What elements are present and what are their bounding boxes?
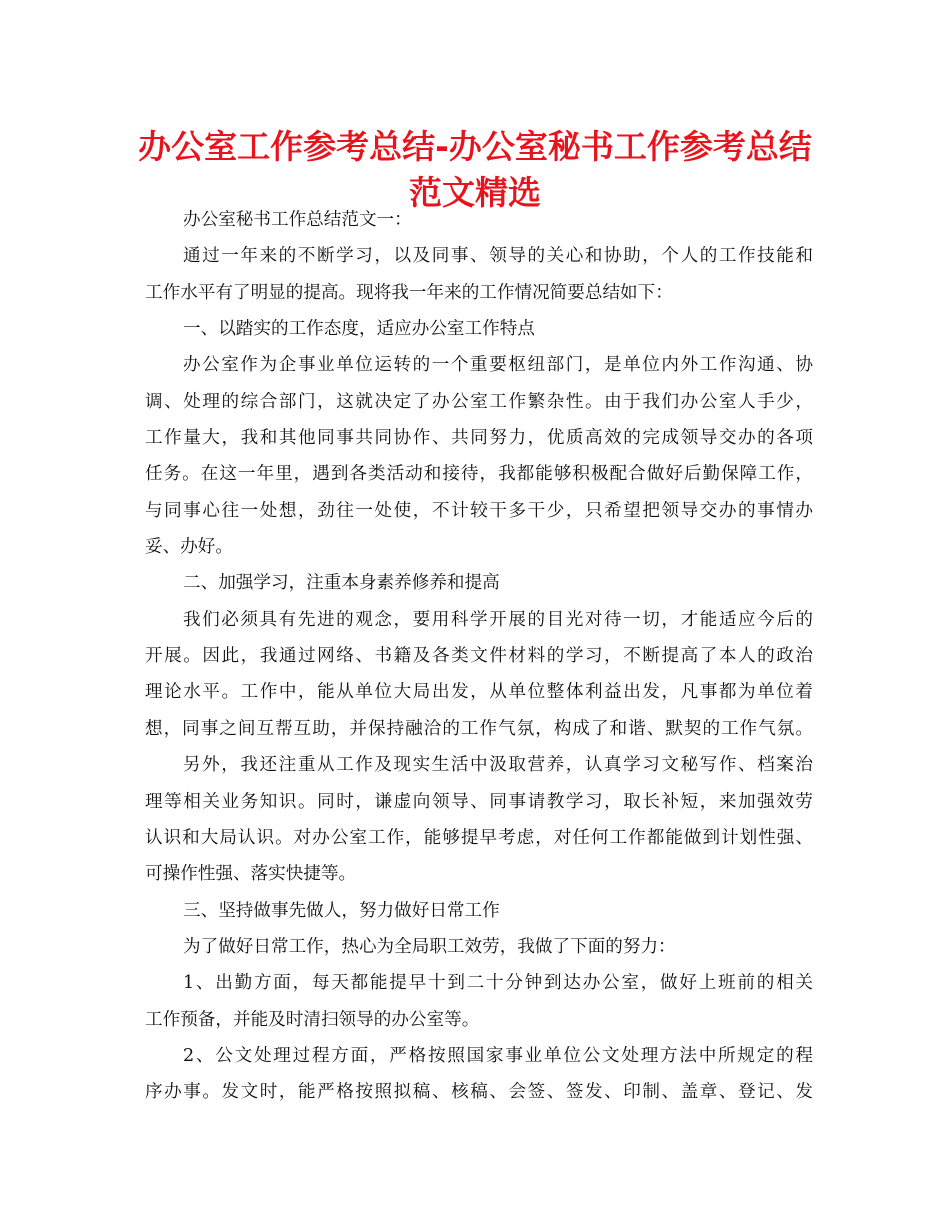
body-line: 开展。因此，我通过网络、书籍及各类文件材料的学习，不断提高了本人的政治: [145, 646, 813, 667]
body-line: 2、公文处理过程方面，严格按照国家事业单位公文处理方法中所规定的程: [183, 1045, 813, 1066]
body-line: 一、以踏实的工作态度，适应办公室工作特点: [183, 319, 535, 340]
body-line: 理论水平。工作中，能从单位大局出发，从单位整体利益出发，凡事都为单位着: [145, 682, 813, 703]
body-line: 想，同事之间互帮互助，并保持融洽的工作气氛，构成了和谐、默契的工作气氛。: [145, 718, 813, 739]
body-line: 通过一年来的不断学习，以及同事、领导的关心和协助，个人的工作技能和: [183, 246, 813, 267]
body-line: 为了做好日常工作，热心为全局职工效劳，我做了下面的努力：: [183, 936, 676, 957]
body-line: 办公室秘书工作总结范文一：: [183, 210, 412, 230]
body-line: 三、坚持做事先做人，努力做好日常工作: [183, 900, 500, 921]
body-line: 可操作性强、落实快捷等。: [145, 864, 357, 885]
body-line: 工作量大，我和其他同事共同协作、共同努力，优质高效的完成领导交办的各项: [145, 428, 813, 449]
body-line: 工作预备，并能及时清扫领导的办公室等。: [145, 1009, 480, 1030]
body-line: 另外，我还注重从工作及现实生活中汲取营养，认真学习文秘写作、档案治: [183, 755, 813, 776]
body-line: 调、处理的综合部门，这就决定了办公室工作繁杂性。由于我们办公室人手少，: [145, 391, 813, 412]
document-title-line-1: 办公室工作参考总结-办公室秘书工作参考总结: [138, 127, 812, 166]
body-line: 序办事。发文时，能严格按照拟稿、核稿、会签、签发、印制、盖章、登记、发: [145, 1082, 813, 1103]
body-line: 与同事心往一处想，劲往一处使，不计较干多干少，只希望把领导交办的事情办: [145, 500, 813, 521]
body-line: 工作水平有了明显的提高。现将我一年来的工作情况简要总结如下：: [145, 282, 673, 303]
body-line: 二、加强学习，注重本身素养修养和提高: [183, 573, 500, 594]
document-body: [145, 202, 813, 1111]
body-line: 我们必须具有先进的观念，要用科学开展的目光对待一切，才能适应今后的: [183, 609, 813, 630]
body-line: 任务。在这一年里，遇到各类活动和接待，我都能够积极配合做好后勤保障工作，: [145, 464, 813, 485]
body-line: 认识和大局认识。对办公室工作，能够提早考虑，对任何工作都能做到计划性强、: [145, 827, 813, 848]
body-line: 办公室作为企事业单位运转的一个重要枢纽部门，是单位内外工作沟通、协: [183, 355, 813, 376]
body-line: 理等相关业务知识。同时，谦虚向领导、同事请教学习，取长补短，来加强效劳: [145, 791, 813, 812]
document-title-line-2: 范文精选: [409, 173, 541, 212]
body-line: 妥、办好。: [145, 537, 233, 558]
body-line: 1、出勤方面，每天都能提早十到二十分钟到达办公室，做好上班前的相关: [183, 973, 813, 994]
